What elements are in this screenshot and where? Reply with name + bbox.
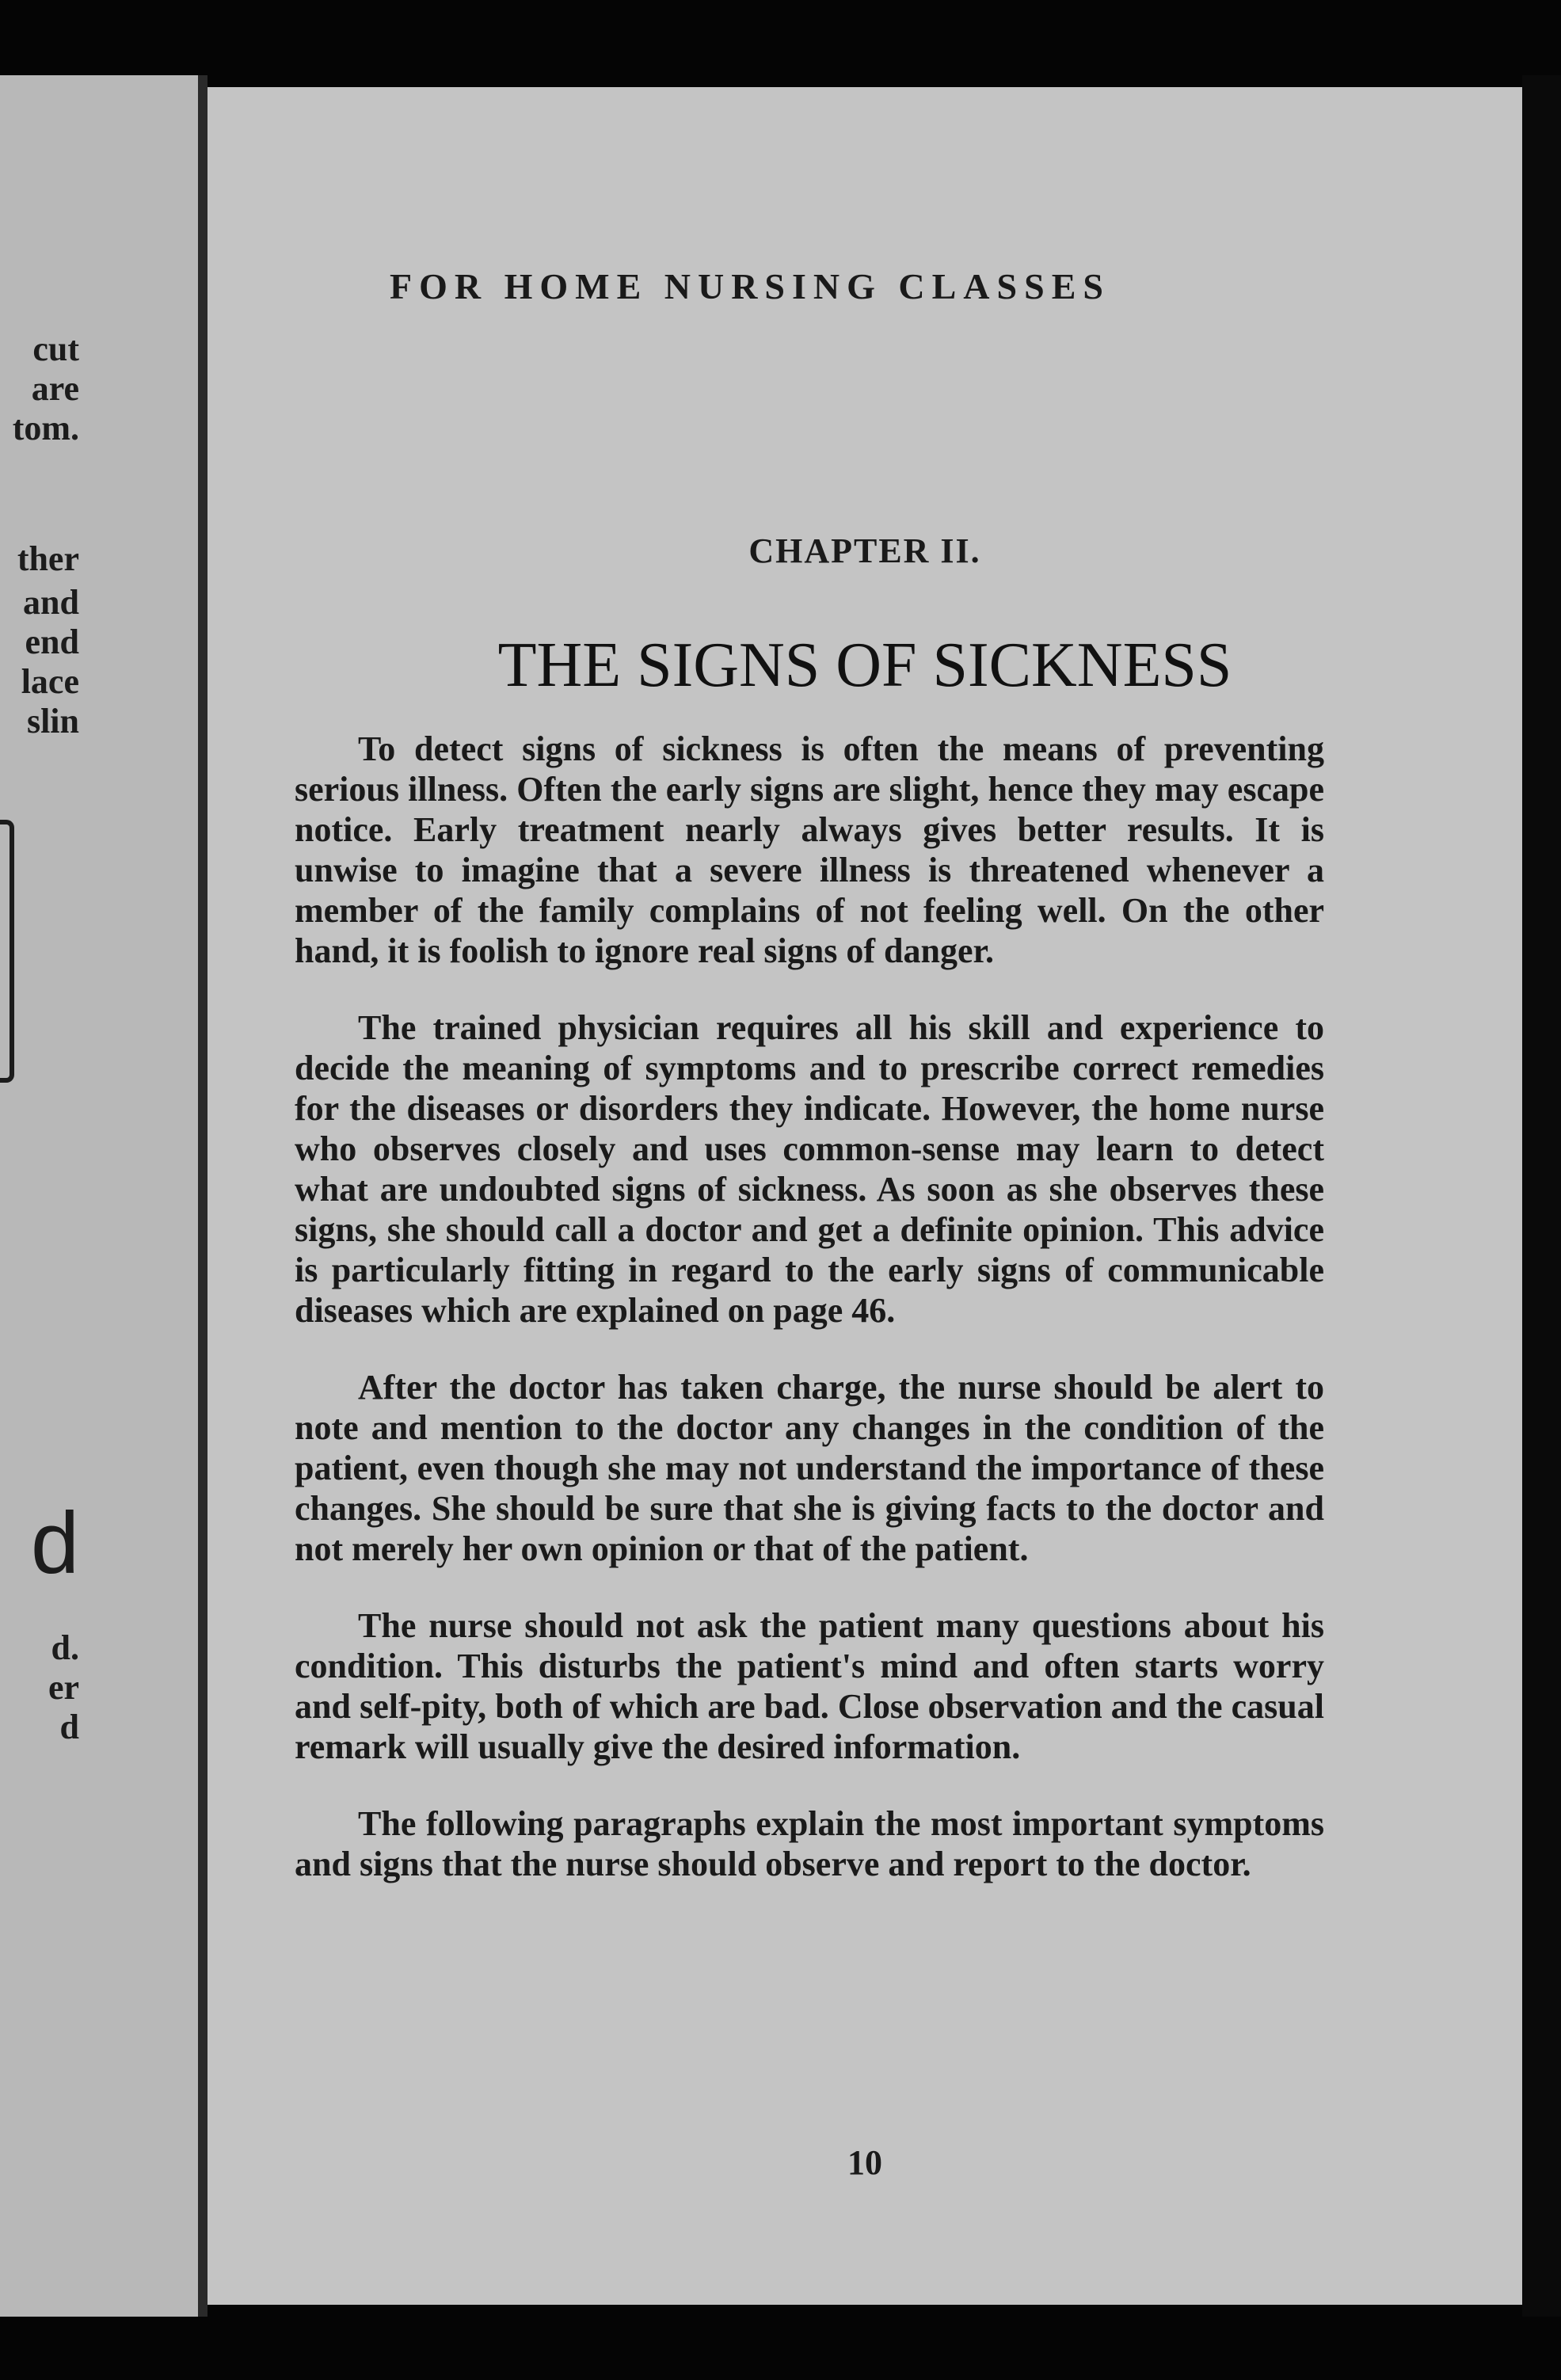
facing-page-fragment: are: [31, 369, 79, 408]
facing-page: [0, 75, 198, 2317]
running-head: FOR HOME NURSING CLASSES: [390, 266, 1110, 307]
facing-page-text: [0, 75, 198, 2317]
facing-page-fragment: lace: [21, 662, 79, 701]
paragraph: The trained physician requires all his skill and experience to decide the meaning of symptoms and to prescribe correct remedies for the diseases or disorders they indicate. However, the home nurse who observes closely and uses common-sense may learn to detect what are undoubted signs of sickness. As soon as she observes these signs, she should call a doctor and get a definite opinion. This advice is particularly fitting in regard to the early signs of communicable diseases which are explained on page 46.: [295, 1008, 1324, 1330]
facing-page-fragment: ther: [17, 539, 79, 578]
paragraph: The following paragraphs explain the most important symptoms and signs that the nurse should observe and report to the doctor.: [295, 1804, 1324, 1883]
facing-page-fragment: d: [30, 1495, 79, 1592]
facing-page-fragment: d: [59, 1708, 79, 1746]
paragraph: The nurse should not ask the patient many questions about his condition. This disturbs the patient's mind and often starts worry and self-pity, both of which are bad. Close observation and the casual remark will usually give the desired information.: [295, 1606, 1324, 1766]
chapter-label: CHAPTER II.: [748, 531, 981, 570]
chapter-title: THE SIGNS OF SICKNESS: [497, 630, 1232, 700]
book-gutter: [198, 75, 207, 2317]
facing-page-fragment: tom.: [12, 409, 79, 447]
paragraph: To detect signs of sickness is often the means of preventing serious illness. Often the early signs are slight, hence they may escape notice. Early treatment nearly always gives better results. It is unwise to imagine that a severe illness is threatened whenever a member of the family complains of not feeling well. On the other hand, it is foolish to ignore real signs of danger.: [295, 729, 1324, 970]
book-page: [207, 87, 1522, 2305]
paragraph: After the doctor has taken charge, the nurse should be alert to note and mention to the doctor any changes in the condition of the patient, even though she may not understand the importance of these changes. She should be sure that she is giving facts to the doctor and not merely her own opinion or that of the patient.: [295, 1368, 1324, 1568]
facing-page-fragment: slin: [26, 702, 79, 741]
facing-page-fragment: end: [25, 623, 79, 661]
facing-page-fragment: cut: [32, 329, 79, 368]
page-number: 10: [847, 2143, 882, 2182]
facing-page-fragment: er: [48, 1668, 79, 1707]
scan-border: [1522, 75, 1561, 2317]
facing-page-fragment: and: [23, 583, 79, 622]
facing-page-fragment: d.: [51, 1628, 79, 1667]
body-text: [295, 729, 1324, 1921]
facing-page-box: [0, 820, 14, 1083]
